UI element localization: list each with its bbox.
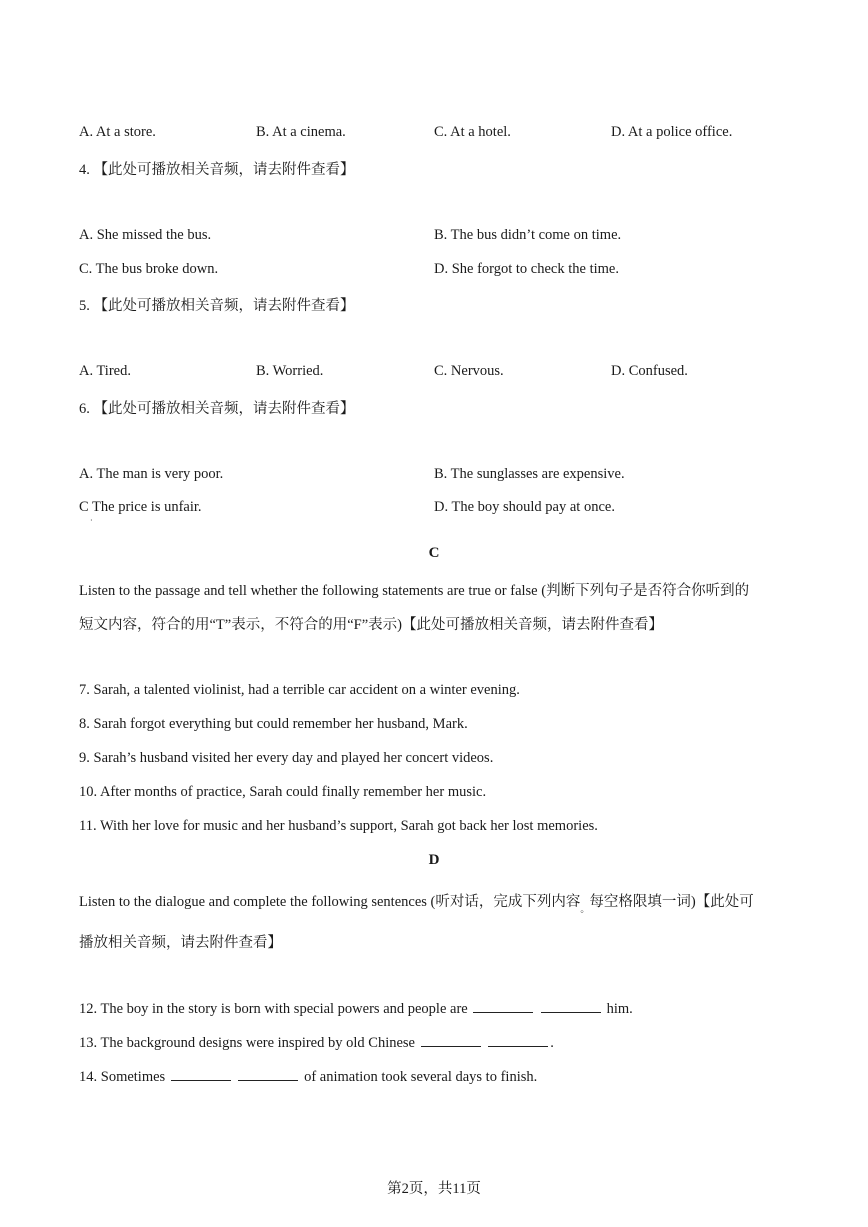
answer-blank[interactable] <box>421 1034 481 1047</box>
statement-8: 8. Sarah forgot everything but could remember her husband, Mark. <box>79 716 468 732</box>
q3-option-a: A. At a store. <box>79 124 156 140</box>
question-13-text: 13. The background designs were inspired by old Chinese <box>79 1035 415 1051</box>
q3-option-c: C. At a hotel. <box>434 124 511 140</box>
section-c-instruction-line2: 短文内容，符合的用“T”表示，不符合的用“F”表示)【此处可播放相关音频，请去附件查看】 <box>79 617 663 633</box>
section-d-instruction-line2: 播放相关音频，请去附件查看】 <box>79 935 282 951</box>
q6-option-a: A. The man is very poor. <box>79 466 224 482</box>
question-13 <box>79 1034 554 1052</box>
q5-option-d: D. Confused. <box>611 363 688 379</box>
statement-7: 7. Sarah, a talented violinist, had a terrible car accident on a winter evening. <box>79 682 520 698</box>
question-12 <box>79 1000 633 1018</box>
question-14-text: 14. Sometimes <box>79 1069 166 1085</box>
statement-9: 9. Sarah’s husband visited her every day and played her concert videos. <box>79 750 494 766</box>
q5-option-a: A. Tired. <box>79 363 131 379</box>
stray-dot: · <box>90 516 93 525</box>
statement-10: 10. After months of practice, Sarah could finally remember her music. <box>79 784 487 800</box>
section-c-instruction-line1: Listen to the passage and tell whether the following statements are true or false (判断下列句子是否符合你听到的 <box>79 583 750 599</box>
section-d-instruction-dot: 。 <box>580 904 590 914</box>
q3-option-d: D. At a police office. <box>611 124 733 140</box>
page-number: 第2页，共11页 <box>387 1181 481 1197</box>
section-d-instruction-part1: Listen to the dialogue and complete the following sentences (听对话，完成下列内容 <box>79 894 581 910</box>
q6-option-d: D. The boy should pay at once. <box>434 499 615 515</box>
answer-blank[interactable] <box>473 1000 533 1013</box>
question-14-text-end: of animation took several days to finish. <box>304 1069 538 1085</box>
q4-option-d: D. She forgot to check the time. <box>434 261 619 277</box>
q4-option-a: A. She missed the bus. <box>79 227 212 243</box>
q6-stem: 6. 【此处可播放相关音频，请去附件查看】 <box>79 401 355 417</box>
q4-stem: 4. 【此处可播放相关音频，请去附件查看】 <box>79 162 355 178</box>
q3-option-b: B. At a cinema. <box>256 124 346 140</box>
section-c-heading: C <box>428 545 440 561</box>
q5-option-b: B. Worried. <box>256 363 324 379</box>
question-14 <box>79 1068 537 1086</box>
answer-blank[interactable] <box>238 1068 298 1081</box>
question-12-text: 12. The boy in the story is born with special powers and people are <box>79 1001 468 1017</box>
section-d-heading: D <box>428 852 440 868</box>
answer-blank[interactable] <box>488 1034 548 1047</box>
question-13-text-end: . <box>550 1035 554 1051</box>
q5-option-c: C. Nervous. <box>434 363 504 379</box>
q6-option-c: C The price is unfair. <box>79 499 202 515</box>
q6-option-b: B. The sunglasses are expensive. <box>434 466 625 482</box>
section-d-instruction-line1 <box>79 890 754 914</box>
section-d-instruction-part2: 每空格限填一词)【此处可 <box>589 894 754 910</box>
question-12-text-end: him. <box>606 1001 633 1017</box>
answer-blank[interactable] <box>541 1000 601 1013</box>
q5-stem: 5. 【此处可播放相关音频，请去附件查看】 <box>79 298 355 314</box>
q4-option-c: C. The bus broke down. <box>79 261 219 277</box>
q4-option-b: B. The bus didn’t come on time. <box>434 227 622 243</box>
statement-11: 11. With her love for music and her husband’s support, Sarah got back her lost memories. <box>79 818 598 834</box>
answer-blank[interactable] <box>171 1068 231 1081</box>
